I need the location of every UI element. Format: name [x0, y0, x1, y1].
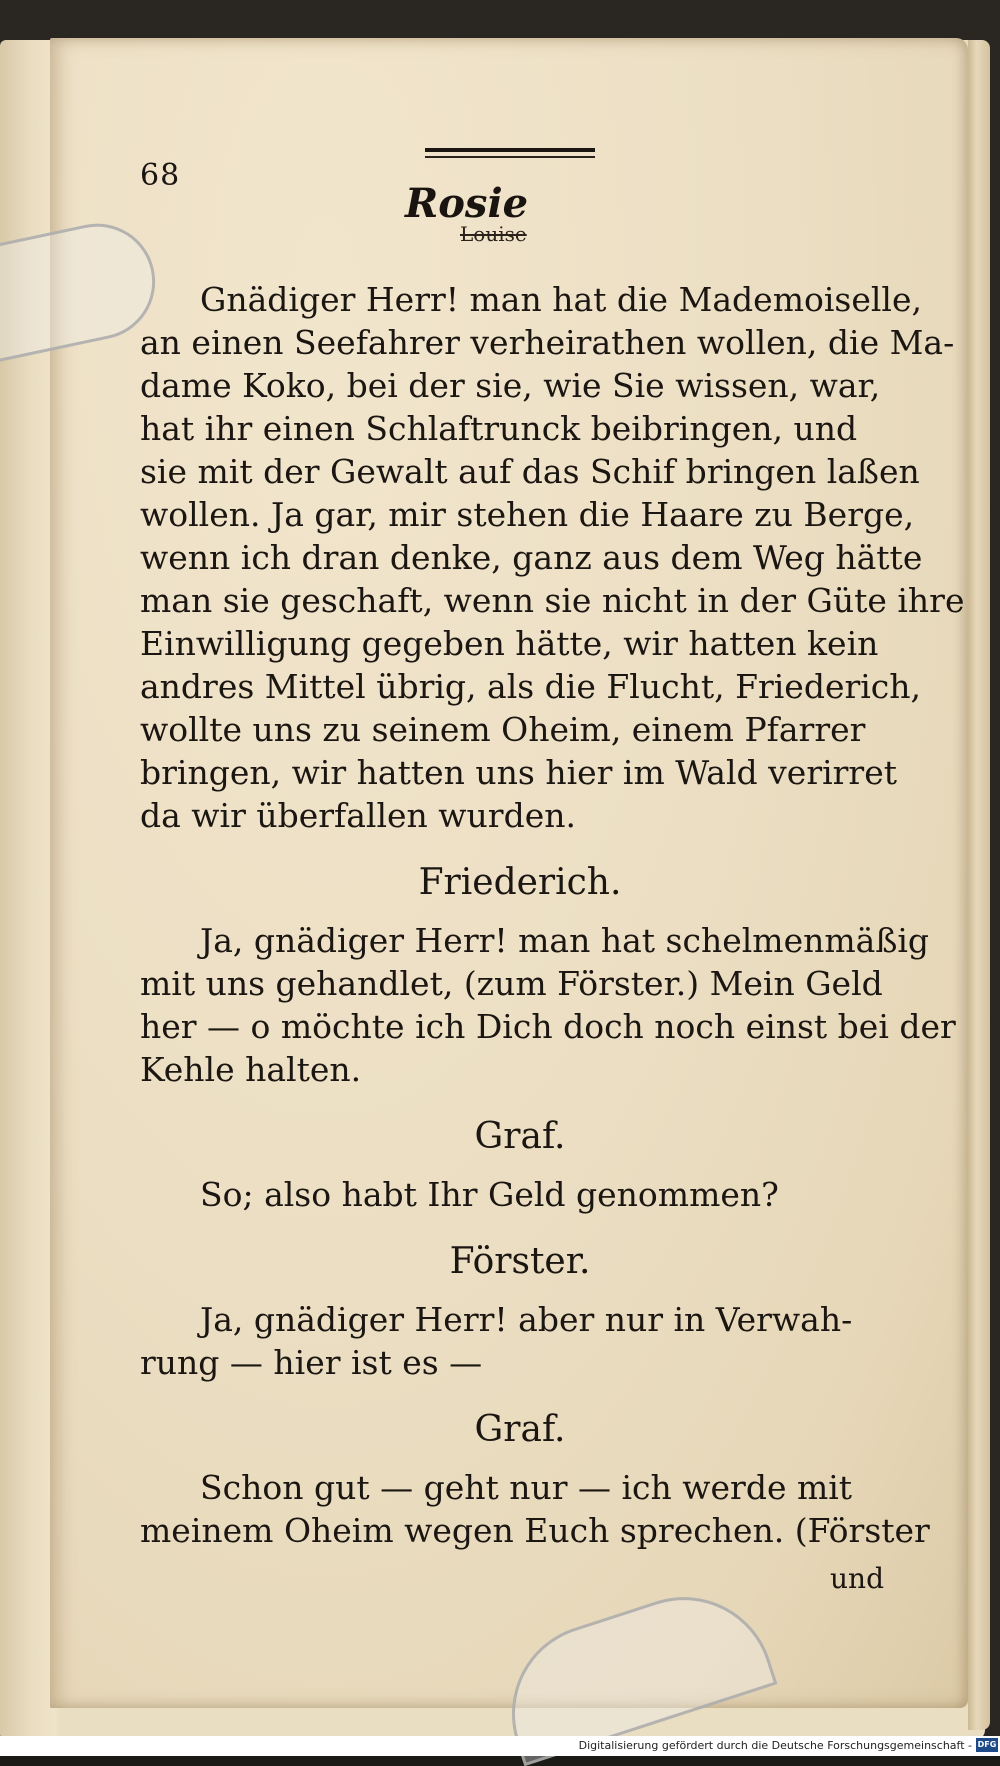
page-text: [140, 278, 965, 1552]
text-line: wollte uns zu seinem Oheim, einem Pfarrer: [140, 710, 866, 749]
dfg-logo-icon: DFG: [976, 1738, 998, 1752]
text-line: wenn ich dran denke, ganz aus dem Weg hätte: [140, 538, 923, 577]
text-line: mit uns gehandlet, (zum Förster.) Mein Geld: [140, 964, 883, 1003]
page-number: 68: [140, 158, 181, 193]
struck-speaker-name: Louise: [460, 222, 527, 246]
funding-credit: Digitalisierung gefördert durch die Deutsche Forschungsgemeinschaft -: [578, 1739, 972, 1752]
text-line: dame Koko, bei der sie, wie Sie wissen, war,: [140, 366, 881, 405]
header-ornament: [425, 148, 595, 160]
text-line: sie mit der Gewalt auf das Schif bringen laßen: [140, 452, 920, 491]
ornament-rule-thin: [425, 156, 595, 158]
text-line: Kehle halten.: [140, 1050, 362, 1089]
text-line: man sie geschaft, wenn sie nicht in der Güte ihre: [140, 581, 965, 620]
text-line: Schon gut — geht nur — ich werde mit: [200, 1468, 853, 1507]
text-line: da wir überfallen wurden.: [140, 796, 576, 835]
ornament-rule-thick: [425, 148, 595, 152]
text-line: hat ihr einen Schlaftrunck beibringen, und: [140, 409, 858, 448]
catchword: und: [830, 1562, 884, 1595]
text-line: an einen Seefahrer verheirathen wollen, die Ma-: [140, 323, 955, 362]
text-line: her — o möchte ich Dich doch noch einst bei der: [140, 1007, 956, 1046]
speaker-heading: Graf.: [474, 1116, 566, 1157]
speaker-heading: Förster.: [449, 1241, 591, 1282]
right-page-edge: [968, 40, 990, 1730]
speaker-heading: Friederich.: [418, 862, 622, 903]
text-line: Gnädiger Herr! man hat die Mademoiselle,: [200, 280, 923, 319]
text-line: bringen, wir hatten uns hier im Wald verirret: [140, 753, 897, 792]
text-line: Ja, gnädiger Herr! aber nur in Verwah-: [200, 1300, 853, 1339]
text-line: So; also habt Ihr Geld genommen?: [200, 1175, 779, 1214]
speaker-heading: Graf.: [474, 1409, 566, 1450]
handwritten-speaker-name: Rosie: [405, 180, 529, 227]
text-line: andres Mittel übrig, als die Flucht, Friederich,: [140, 667, 922, 706]
text-line: rung — hier ist es —: [140, 1343, 483, 1382]
text-line: meinem Oheim wegen Euch sprechen. (Förster: [140, 1511, 930, 1550]
text-line: wollen. Ja gar, mir stehen die Haare zu Berge,: [140, 495, 915, 534]
text-line: Ja, gnädiger Herr! man hat schelmenmäßig: [200, 921, 930, 960]
text-line: Einwilligung gegeben hätte, wir hatten kein: [140, 624, 879, 663]
